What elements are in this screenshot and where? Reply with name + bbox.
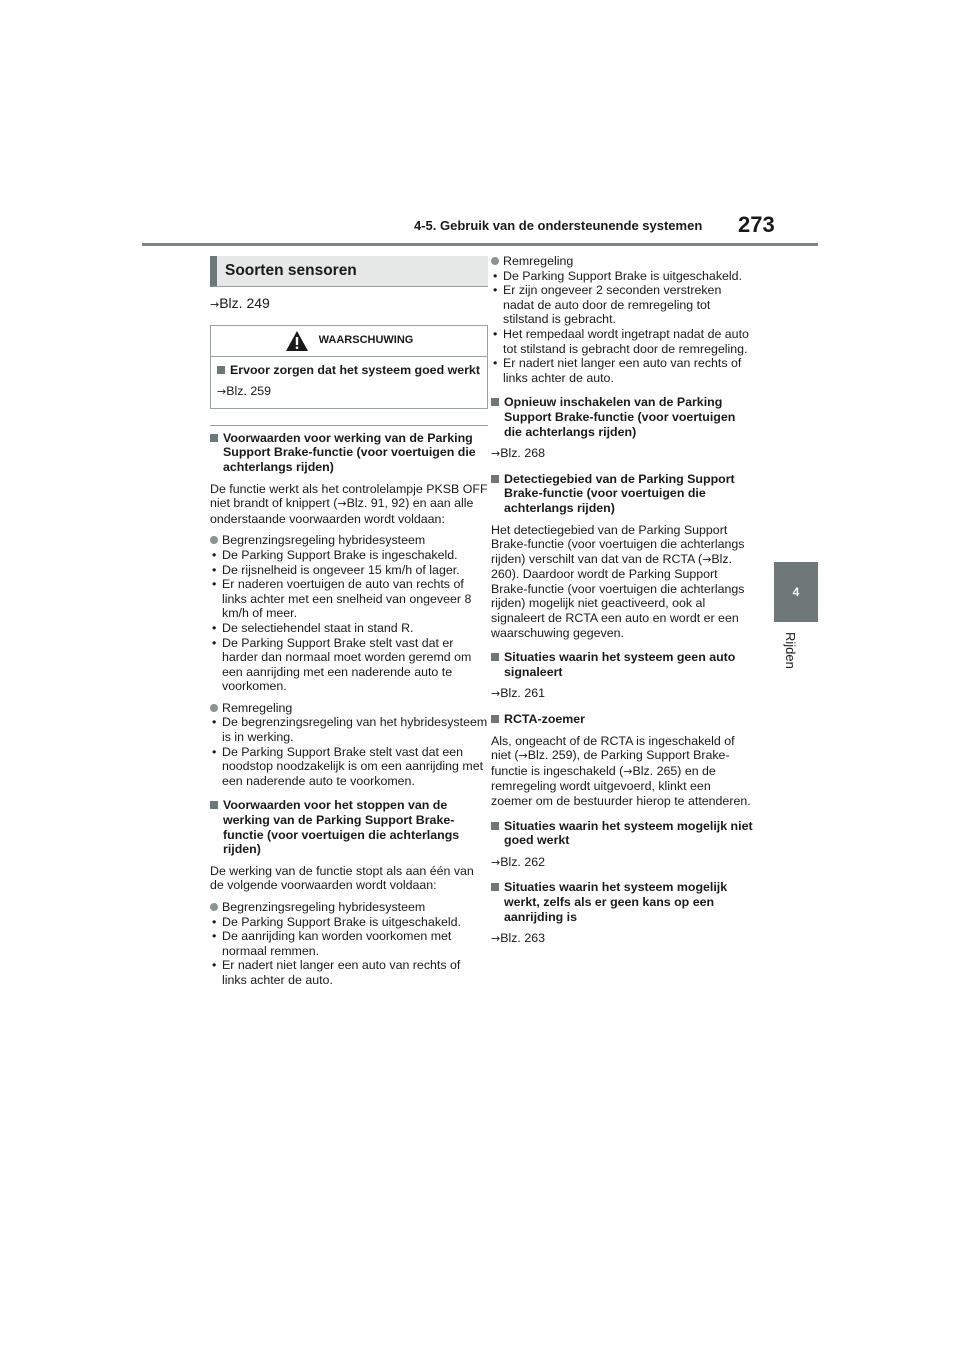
- list-item: • De Parking Support Brake is ingeschakeld.: [210, 548, 488, 563]
- header-rule: [142, 243, 818, 246]
- page-reference: →Blz. 268: [491, 446, 545, 461]
- list-item: • De selectiehendel staat in stand R.: [210, 621, 488, 636]
- condition-title: Remregeling: [210, 701, 488, 716]
- warning-header: [211, 326, 487, 357]
- square-bullet-icon: [491, 715, 499, 723]
- bullet-list: [210, 715, 488, 788]
- page-reference: →Blz. 262: [491, 854, 545, 869]
- section-header: 4-5. Gebruik van de ondersteunende systemen: [414, 218, 703, 233]
- page-reference: →Blz. 261: [491, 686, 545, 701]
- list-item: • De Parking Support Brake stelt vast dat er harder dan normaal moet worden geremd om een aanrijding met een naderende auto te voorkomen.: [210, 636, 488, 694]
- arrow-right-icon: →: [491, 447, 501, 461]
- bullet-list: [210, 548, 488, 694]
- bullet-list: [210, 915, 488, 988]
- paragraph: De functie werkt als het controlelampje PKSB OFF niet brandt of knippert (→Blz. 91, 92) en aan alle onderstaande voorwaarden wordt voldaan:: [210, 481, 488, 526]
- paragraph: Als, ongeacht of de RCTA is ingeschakeld of niet (→Blz. 259), de Parking Support Brake-functie is ingeschakeld (→Blz. 265) en de remregeling wordt uitgevoerd, klinkt een zoemer om de bestuurder hierop te attenderen.: [491, 733, 751, 808]
- list-item: • De Parking Support Brake is uitgeschakeld.: [491, 269, 753, 284]
- section-heading: Soorten sensoren: [210, 256, 488, 287]
- subsection-heading: Detectiegebied van de Parking Support Brake-functie (voor voertuigen die achterlangs rijden): [491, 472, 753, 516]
- arrow-right-icon: →: [217, 385, 227, 399]
- paragraph: De werking van de functie stopt als aan één van de volgende voorwaarden wordt voldaan:: [210, 863, 474, 893]
- square-bullet-icon: [210, 801, 218, 809]
- page-reference: →Blz. 263: [491, 931, 545, 946]
- page-reference: [210, 296, 488, 313]
- warning-box: [210, 325, 488, 409]
- list-item: • De begrenzingsregeling van het hybridesysteem is in werking.: [210, 715, 488, 744]
- subsection-heading: Situaties waarin het systeem mogelijk niet goed werkt: [491, 819, 753, 848]
- ref-text: Blz. 249: [219, 295, 270, 311]
- subsection-heading: Opnieuw inschakelen van de Parking Support Brake-functie (voor voertuigen die achterlangs rijden): [491, 395, 753, 439]
- list-item: • Er nadert niet langer een auto van rechts of links achter de auto.: [210, 958, 488, 987]
- list-item: • De Parking Support Brake is uitgeschakeld.: [210, 915, 488, 930]
- arrow-right-icon: →: [337, 497, 347, 511]
- arrow-right-icon: →: [491, 687, 501, 701]
- subsection-heading: Voorwaarden voor werking van de Parking Support Brake-functie (voor voertuigen die achterlangs rijden): [210, 431, 488, 475]
- arrow-right-icon: →: [702, 552, 712, 566]
- arrow-right-icon: →: [210, 298, 220, 311]
- subsection-heading: Situaties waarin het systeem mogelijk werkt, zelfs als er geen kans op een aanrijding is: [491, 880, 753, 924]
- square-bullet-icon: [491, 822, 499, 830]
- arrow-right-icon: →: [518, 749, 528, 763]
- circle-bullet-icon: [210, 536, 218, 544]
- condition-title: Begrenzingsregeling hybridesysteem: [210, 533, 488, 548]
- subsection-heading: RCTA-zoemer: [491, 712, 753, 727]
- square-bullet-icon: [217, 366, 225, 374]
- page-number: 273: [738, 212, 775, 237]
- warning-title: WAARSCHUWING: [318, 334, 414, 347]
- paragraph: Het detectiegebied van de Parking Support Brake-functie (voor voertuigen die achterlangs rijden) verschilt van dat van de RCTA (→Blz. 260). Daardoor wordt de Parking Support Brake-functie (voor voertuigen die achterlangs rijden) mogelijk niet geactiveerd, ook al signaleert de RCTA een auto en wordt er een waarschuwing gegeven.: [491, 522, 745, 640]
- list-item: • Er zijn ongeveer 2 seconden verstreken nadat de auto door de remregeling tot stilstand is gebracht.: [491, 283, 753, 327]
- chapter-label: Rijden: [783, 632, 798, 669]
- right-column: [491, 254, 753, 947]
- condition-title: Remregeling: [491, 254, 753, 269]
- arrow-right-icon: →: [623, 764, 633, 778]
- warning-icon: [285, 330, 309, 352]
- square-bullet-icon: [491, 883, 499, 891]
- list-item: • De Parking Support Brake stelt vast dat een noodstop noodzakelijk is om een aanrijding met een naderende auto te voorkomen.: [210, 745, 488, 789]
- subsection-heading: Voorwaarden voor het stoppen van de werking van de Parking Support Brake-functie (voor voertuigen die achterlangs rijden): [210, 798, 488, 856]
- list-item: • Er naderen voertuigen de auto van rechts of links achter met een snelheid van ongeveer 8 km/h of meer.: [210, 577, 488, 621]
- left-column: [210, 256, 488, 988]
- circle-bullet-icon: [210, 903, 218, 911]
- square-bullet-icon: [491, 398, 499, 406]
- square-bullet-icon: [491, 475, 499, 483]
- bullet-list: [491, 269, 753, 386]
- chapter-tab: [774, 562, 818, 622]
- warning-ref: →Blz. 259: [217, 384, 271, 399]
- list-item: • Er nadert niet langer een auto van rechts of links achter de auto.: [491, 356, 753, 385]
- circle-bullet-icon: [491, 257, 499, 265]
- list-item: • Het rempedaal wordt ingetrapt nadat de auto tot stilstand is gebracht door de remregeling.: [491, 327, 753, 356]
- square-bullet-icon: [210, 434, 218, 442]
- chapter-number: 4: [792, 585, 800, 599]
- square-bullet-icon: [491, 653, 499, 661]
- warning-subheading: Ervoor zorgen dat het systeem goed werkt: [217, 363, 481, 378]
- circle-bullet-icon: [210, 704, 218, 712]
- arrow-right-icon: →: [491, 932, 501, 946]
- subsection-heading: Situaties waarin het systeem geen auto signaleert: [491, 650, 753, 679]
- list-item: • De aanrijding kan worden voorkomen met normaal remmen.: [210, 929, 488, 958]
- arrow-right-icon: →: [491, 855, 501, 869]
- condition-title: Begrenzingsregeling hybridesysteem: [210, 900, 488, 915]
- list-item: • De rijsnelheid is ongeveer 15 km/h of lager.: [210, 563, 488, 578]
